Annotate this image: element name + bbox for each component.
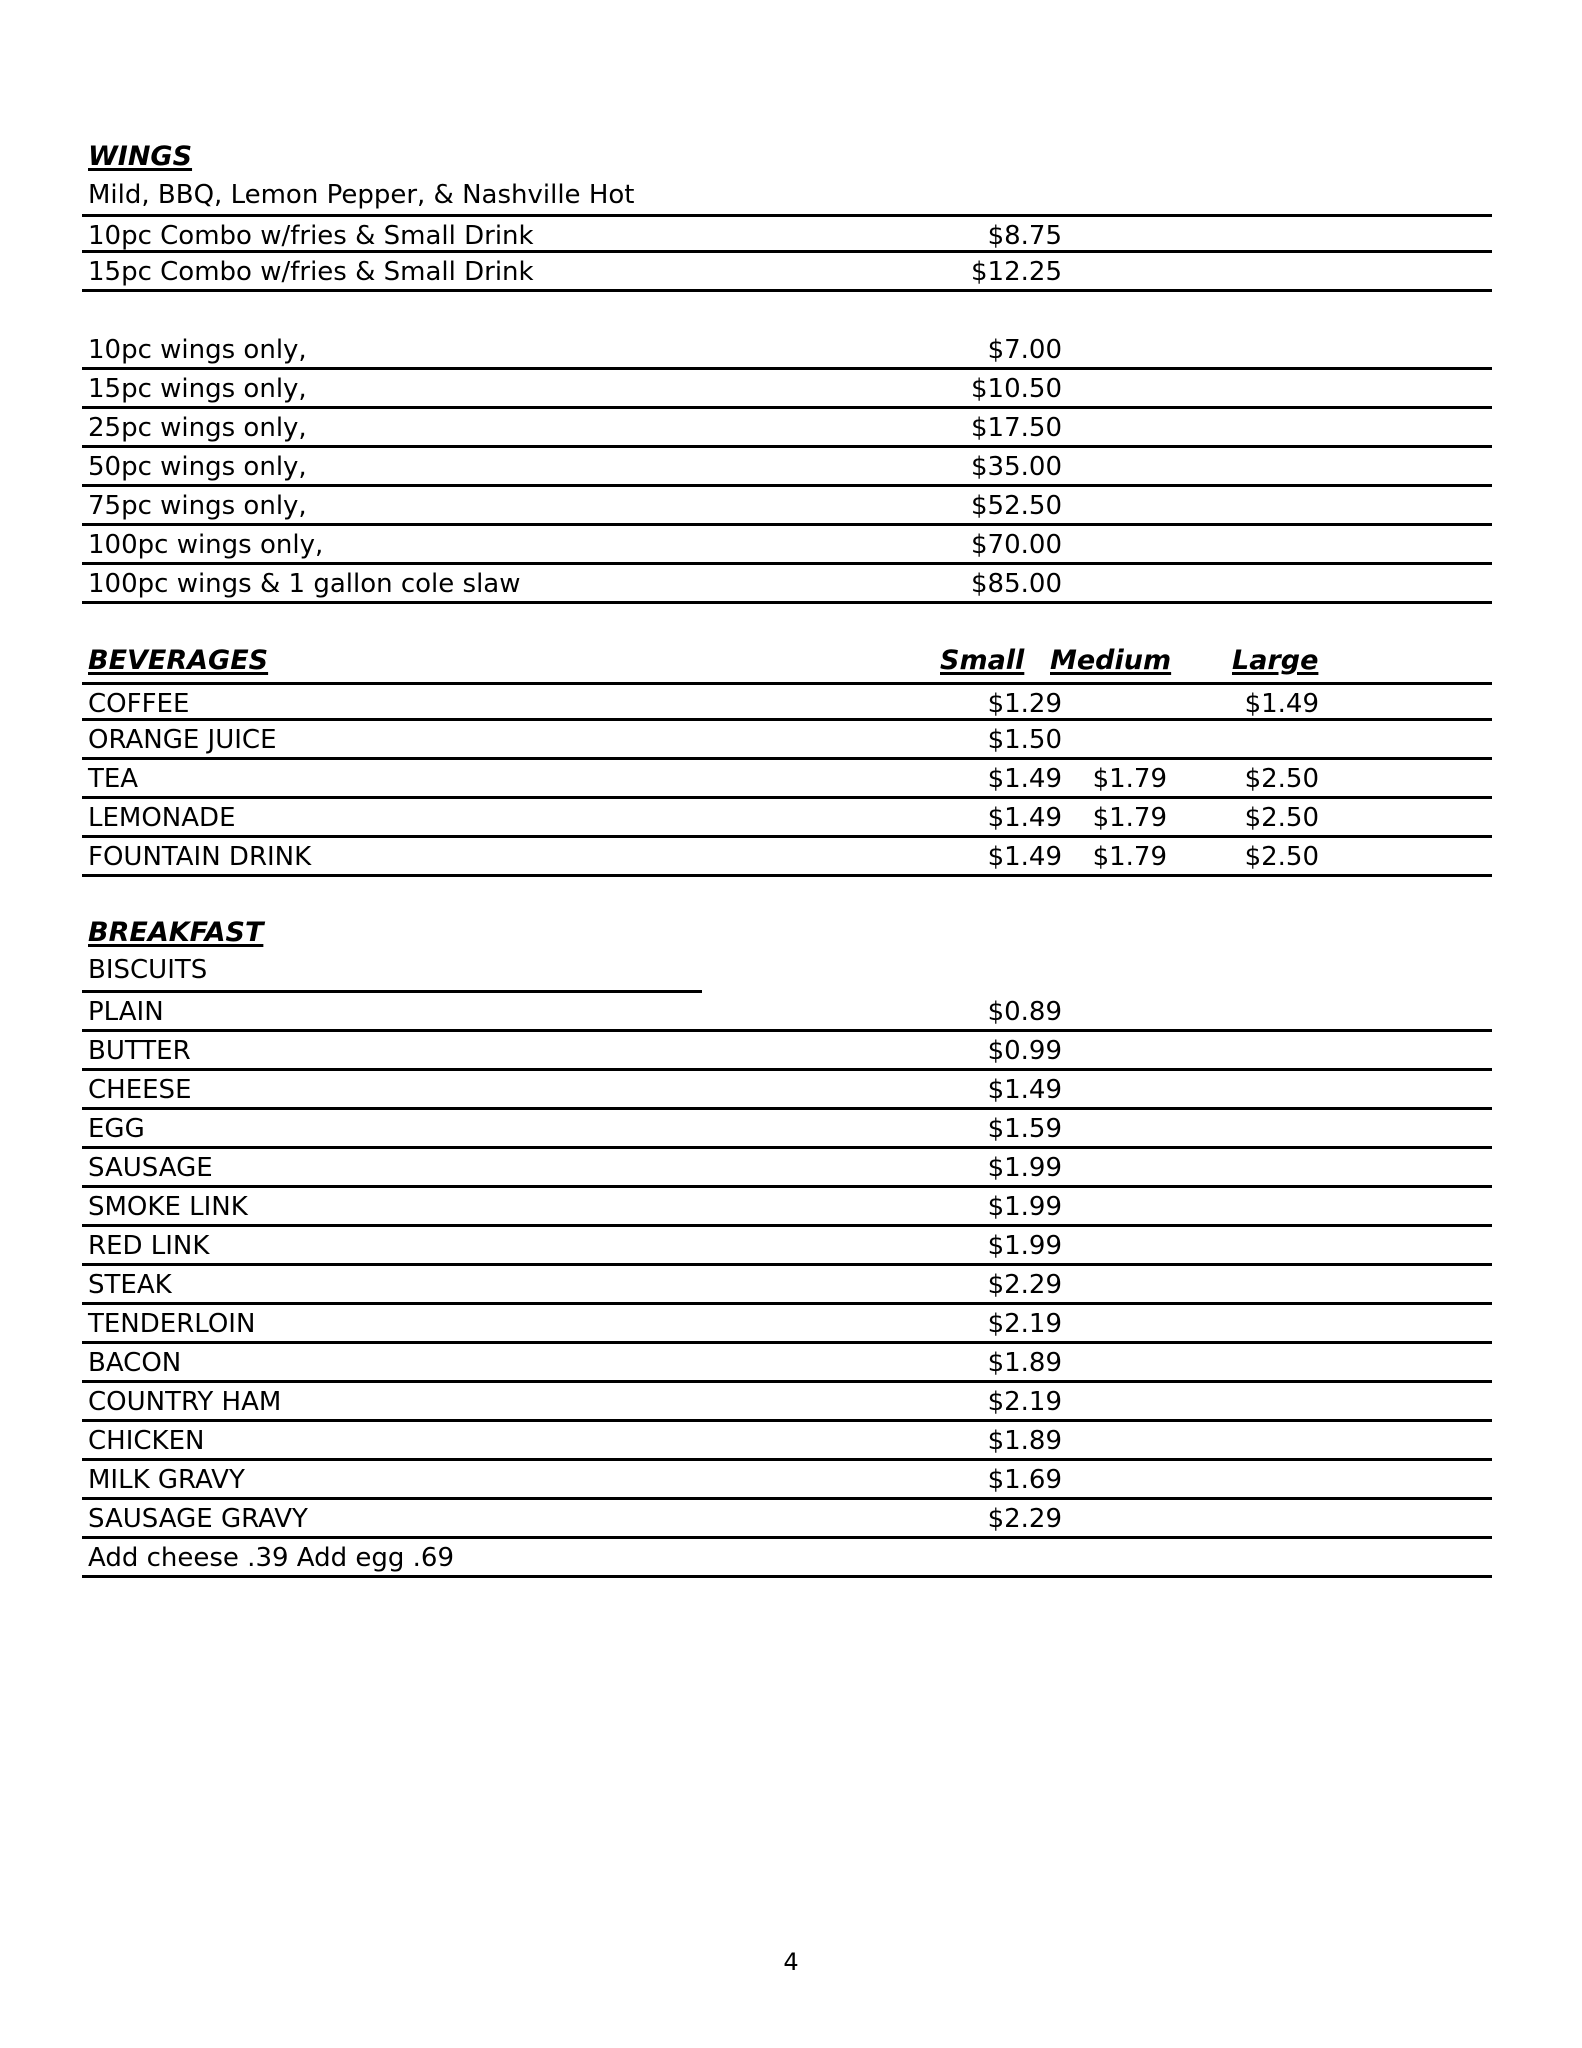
menu-row [82,1032,1492,1071]
menu-row [82,253,1492,292]
price-large: $2.50 [1244,842,1319,872]
price-medium: $1.79 [1092,842,1167,872]
price-medium: $1.79 [1092,764,1167,794]
item-name: CHEESE [88,1075,192,1105]
menu-row [82,409,1492,448]
menu-row [82,487,1492,526]
item-price: $2.19 [987,1309,1062,1339]
menu-row [82,448,1492,487]
item-name: 10pc Combo w/fries & Small Drink [88,221,534,251]
item-name: TEA [88,764,139,794]
item-price: $1.89 [987,1426,1062,1456]
menu-row [82,799,1492,838]
item-price: $8.75 [987,221,1062,251]
item-price: $85.00 [971,569,1062,599]
menu-row [82,1188,1492,1227]
item-price: $2.19 [987,1387,1062,1417]
item-name: 15pc Combo w/fries & Small Drink [88,257,534,287]
menu-row [82,1266,1492,1305]
item-price: $10.50 [971,374,1062,404]
item-name: BACON [88,1348,182,1378]
item-price: $12.25 [971,257,1062,287]
item-name: FOUNTAIN DRINK [88,842,312,872]
menu-row [82,1461,1492,1500]
item-price: $70.00 [971,530,1062,560]
item-price: $2.29 [987,1504,1062,1534]
item-name: 100pc wings only, [88,530,324,560]
item-price: $1.49 [987,1075,1062,1105]
item-price: $1.89 [987,1348,1062,1378]
menu-row-note [82,1539,1492,1578]
beverages-heading: BEVERAGES [88,645,269,676]
item-name: SMOKE LINK [88,1192,248,1222]
item-price: $1.99 [987,1153,1062,1183]
menu-row [82,1071,1492,1110]
price-small: $1.49 [987,803,1062,833]
menu-row [82,760,1492,799]
item-price: $2.29 [987,1270,1062,1300]
item-name: SAUSAGE [88,1153,213,1183]
menu-row [82,214,1492,253]
item-name: PLAIN [88,997,164,1027]
item-name: COFFEE [88,689,190,719]
menu-row [82,1383,1492,1422]
breakfast-note: Add cheese .39 Add egg .69 [88,1543,455,1573]
menu-row [82,331,1492,370]
menu-row [82,1227,1492,1266]
item-price: $1.99 [987,1192,1062,1222]
menu-row [82,1344,1492,1383]
price-small: $1.50 [987,725,1062,755]
menu-row [82,721,1492,760]
item-price: $0.99 [987,1036,1062,1066]
menu-row [82,1500,1492,1539]
price-small: $1.49 [987,764,1062,794]
item-name: TENDERLOIN [88,1309,256,1339]
menu-row [82,1149,1492,1188]
price-small: $1.49 [987,842,1062,872]
item-name: ORANGE JUICE [88,725,277,755]
price-large: $2.50 [1244,803,1319,833]
item-name: COUNTRY HAM [88,1387,282,1417]
breakfast-subtitle: BISCUITS [88,955,208,985]
price-medium: $1.79 [1092,803,1167,833]
price-large: $2.50 [1244,764,1319,794]
item-name: 25pc wings only, [88,413,307,443]
wings-flavors: Mild, BBQ, Lemon Pepper, & Nashville Hot [88,180,635,210]
menu-row [82,565,1492,604]
menu-row [82,1305,1492,1344]
menu-row [82,370,1492,409]
item-price: $17.50 [971,413,1062,443]
menu-row [82,526,1492,565]
column-medium: Medium [1050,645,1172,676]
menu-row [82,993,1492,1032]
page-number: 4 [783,1948,799,1976]
item-price: $1.59 [987,1114,1062,1144]
item-price: $52.50 [971,491,1062,521]
item-name: SAUSAGE GRAVY [88,1504,308,1534]
price-small: $1.29 [987,689,1062,719]
wings-heading: WINGS [88,141,193,172]
item-price: $35.00 [971,452,1062,482]
menu-row [82,838,1492,877]
menu-row [82,1110,1492,1149]
item-price: $7.00 [987,335,1062,365]
item-name: MILK GRAVY [88,1465,245,1495]
column-small: Small [940,645,1025,676]
item-name: BUTTER [88,1036,191,1066]
item-name: 10pc wings only, [88,335,307,365]
item-price: $1.69 [987,1465,1062,1495]
item-name: EGG [88,1114,145,1144]
item-name: 15pc wings only, [88,374,307,404]
menu-row [82,682,1492,721]
item-price: $0.89 [987,997,1062,1027]
item-name: 75pc wings only, [88,491,307,521]
column-large: Large [1232,645,1319,676]
breakfast-heading: BREAKFAST [88,917,264,948]
menu-row [82,1422,1492,1461]
item-name: RED LINK [88,1231,210,1261]
item-name: LEMONADE [88,803,236,833]
item-price: $1.99 [987,1231,1062,1261]
item-name: 100pc wings & 1 gallon cole slaw [88,569,521,599]
item-name: CHICKEN [88,1426,205,1456]
price-large: $1.49 [1244,689,1319,719]
item-name: STEAK [88,1270,172,1300]
item-name: 50pc wings only, [88,452,307,482]
